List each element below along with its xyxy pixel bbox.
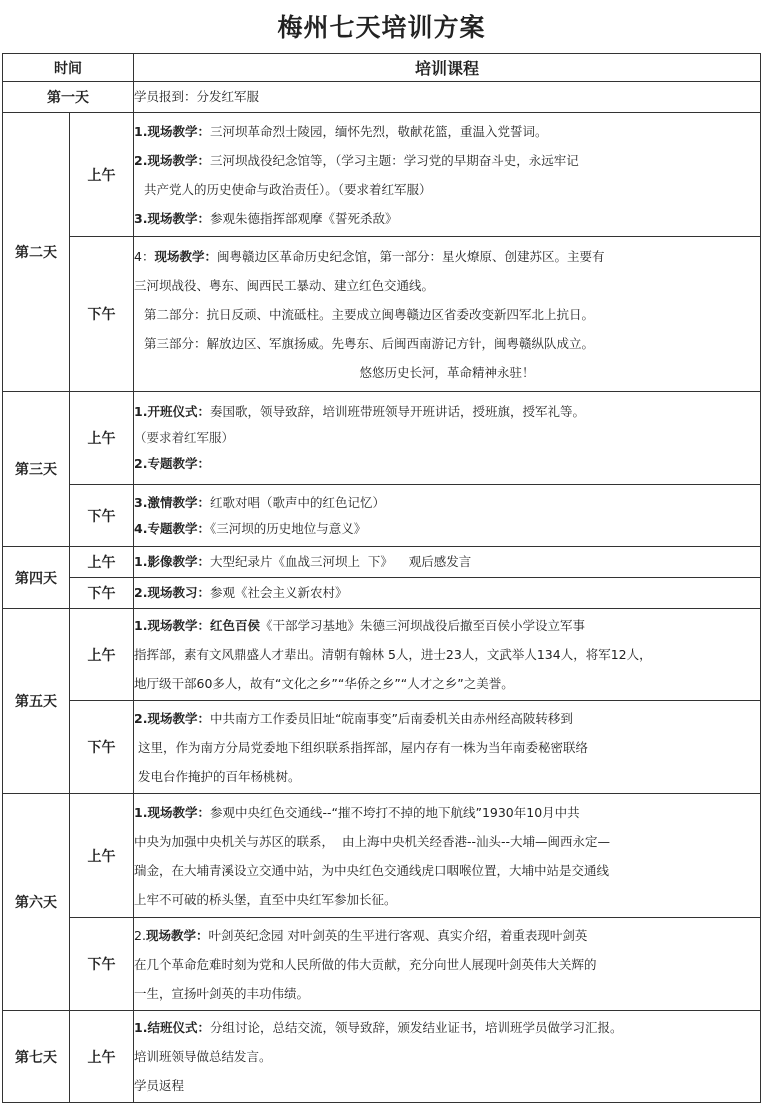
half-label: 下午	[70, 237, 134, 392]
half-label: 上午	[70, 1011, 134, 1103]
content-line: 1.现场教学：三河坝革命烈士陵园，缅怀先烈，敬献花篮，重温入党誓词。	[134, 123, 548, 139]
content-line: 1.现场教学：红色百侯《干部学习基地》朱德三河坝战役后撤至百侯小学设立军事	[134, 618, 585, 633]
content-line: 学员返程	[134, 1078, 185, 1093]
content-line: 1.现场教学：参观中央红色交通线--“摧不垮打不掉的地下航线”1930年10月中共	[134, 804, 580, 820]
table-row	[3, 701, 761, 794]
content-line: （要求着红军服）	[134, 430, 235, 445]
content-line: 2.现场教习：参观《社会主义新农村》	[134, 585, 348, 600]
content-line: 在几个革命危难时刻为党和人民所做的伟大贡献，充分向世人展现叶剑英伟大关辉的	[134, 956, 597, 972]
content-line: 1.开班仪式：奏国歌，领导致辞，培训班带班领导开班讲话，授班旗，授军礼等。	[134, 404, 585, 419]
session-content	[134, 237, 761, 392]
content-line: 地厅级干部60多人，故有“文化之乡”“华侨之乡”“人才之乡”之美誉。	[134, 676, 514, 691]
content-line: 上牢不可破的桥头堡，直至中央红军参加长征。	[134, 891, 397, 907]
content-line: 指挥部，素有文风鼎盛人才辈出。清朝有翰林 5人，进士23人，文武举人134人，将军12人，	[134, 647, 652, 662]
content-line: 2.现场教学：叶剑英纪念园 对叶剑英的生平进行客观、真实介绍，着重表现叶剑英	[134, 927, 588, 943]
table-row	[3, 82, 761, 113]
content-line: 瑞金，在大埔青溪设立交通中站，为中央红色交通线虎口咽喉位置，大埔中站是交通线	[134, 862, 610, 878]
day-label: 第一天	[3, 82, 134, 113]
half-label: 上午	[70, 392, 134, 485]
content-line: 4.专题教学：《三河坝的历史地位与意义》	[134, 520, 367, 536]
session-content	[134, 113, 761, 237]
half-label: 上午	[70, 609, 134, 701]
session-content	[134, 82, 761, 113]
table-row	[3, 392, 761, 485]
content-line: 这里，作为南方分局党委地下组织联系指挥部，屋内存有一株为当年南委秘密联络	[138, 739, 589, 755]
schedule-table	[2, 53, 761, 1103]
table-row	[3, 918, 761, 1011]
half-label: 上午	[70, 794, 134, 918]
session-content	[134, 547, 761, 578]
table-row	[3, 113, 761, 237]
content-line: 共产党人的历史使命与政治责任）。（要求着红军服）	[144, 181, 432, 197]
session-content	[134, 794, 761, 918]
half-label: 下午	[70, 485, 134, 547]
content-line: 学员报到：分发红军服	[134, 89, 260, 104]
table-row	[3, 609, 761, 701]
day-label: 第七天	[3, 1011, 70, 1103]
content-line: 4：现场教学：闽粤赣边区革命历史纪念馆，第一部分：星火燎原、创建苏区。主要有	[134, 248, 605, 264]
session-content	[134, 701, 761, 794]
content-line: 3.现场教学：参观朱德指挥部观摩《誓死杀敌》	[134, 210, 398, 226]
half-label: 上午	[70, 547, 134, 578]
content-line: 一生，宣扬叶剑英的丰功伟绩。	[134, 985, 310, 1001]
day-label: 第三天	[3, 392, 70, 547]
content-line: 2.现场教学：三河坝战役纪念馆等，（学习主题：学习党的早期奋斗史，永远牢记	[134, 152, 579, 168]
session-content	[134, 392, 761, 485]
content-line: 3.激情教学：红歌对唱（歌声中的红色记忆）	[134, 494, 385, 510]
content-line: 发电台作掩护的百年杨桃树。	[138, 768, 301, 784]
half-label: 上午	[70, 113, 134, 237]
session-content	[134, 1011, 761, 1103]
session-content	[134, 918, 761, 1011]
table-row	[3, 578, 761, 609]
header-time: 时间	[3, 54, 134, 82]
content-line: 2.现场教学：中共南方工作委员旧址“皖南事变”后南委机关由赤州经高陂转移到	[134, 710, 573, 726]
half-label: 下午	[70, 578, 134, 609]
half-label: 下午	[70, 701, 134, 794]
content-line: 1.影像教学：大型纪录片《血战三河坝上 下》 观后感发言	[134, 554, 472, 569]
content-line: 1.结班仪式：分组讨论，总结交流，领导致辞，颁发结业证书，培训班学员做学习汇报。	[134, 1020, 623, 1035]
day-label: 第五天	[3, 609, 70, 794]
table-row	[3, 237, 761, 392]
session-content	[134, 609, 761, 701]
session-content	[134, 578, 761, 609]
day-label: 第六天	[3, 794, 70, 1011]
session-content	[134, 485, 761, 547]
day-label: 第四天	[3, 547, 70, 609]
page-title: 梅州七天培训方案	[277, 13, 486, 42]
content-line: 培训班领导做总结发言。	[134, 1049, 272, 1064]
content-line: 三河坝战役、粤东、闽西民工暴动、建立红色交通线。	[134, 277, 435, 293]
content-line: 2.专题教学：	[134, 456, 210, 471]
header-row	[3, 54, 761, 82]
table-row	[3, 1011, 761, 1103]
half-label: 下午	[70, 918, 134, 1011]
content-line: 悠悠历史长河，革命精神永驻！	[359, 364, 535, 380]
table-row	[3, 547, 761, 578]
header-course: 培训课程	[134, 54, 761, 82]
content-line: 第三部分：解放边区、军旗扬威。先粤东、后闽西南游记方针，闽粤赣纵队成立。	[144, 335, 595, 351]
table-row	[3, 485, 761, 547]
table-row	[3, 794, 761, 918]
content-line: 第二部分：抗日反顽、中流砥柱。主要成立闽粤赣边区省委改变新四军北上抗日。	[144, 306, 595, 322]
content-line: 中央为加强中央机关与苏区的联系， 由上海中央机关经香港--汕头--大埔—闽西永定—	[134, 833, 610, 849]
day-label: 第二天	[3, 113, 70, 392]
